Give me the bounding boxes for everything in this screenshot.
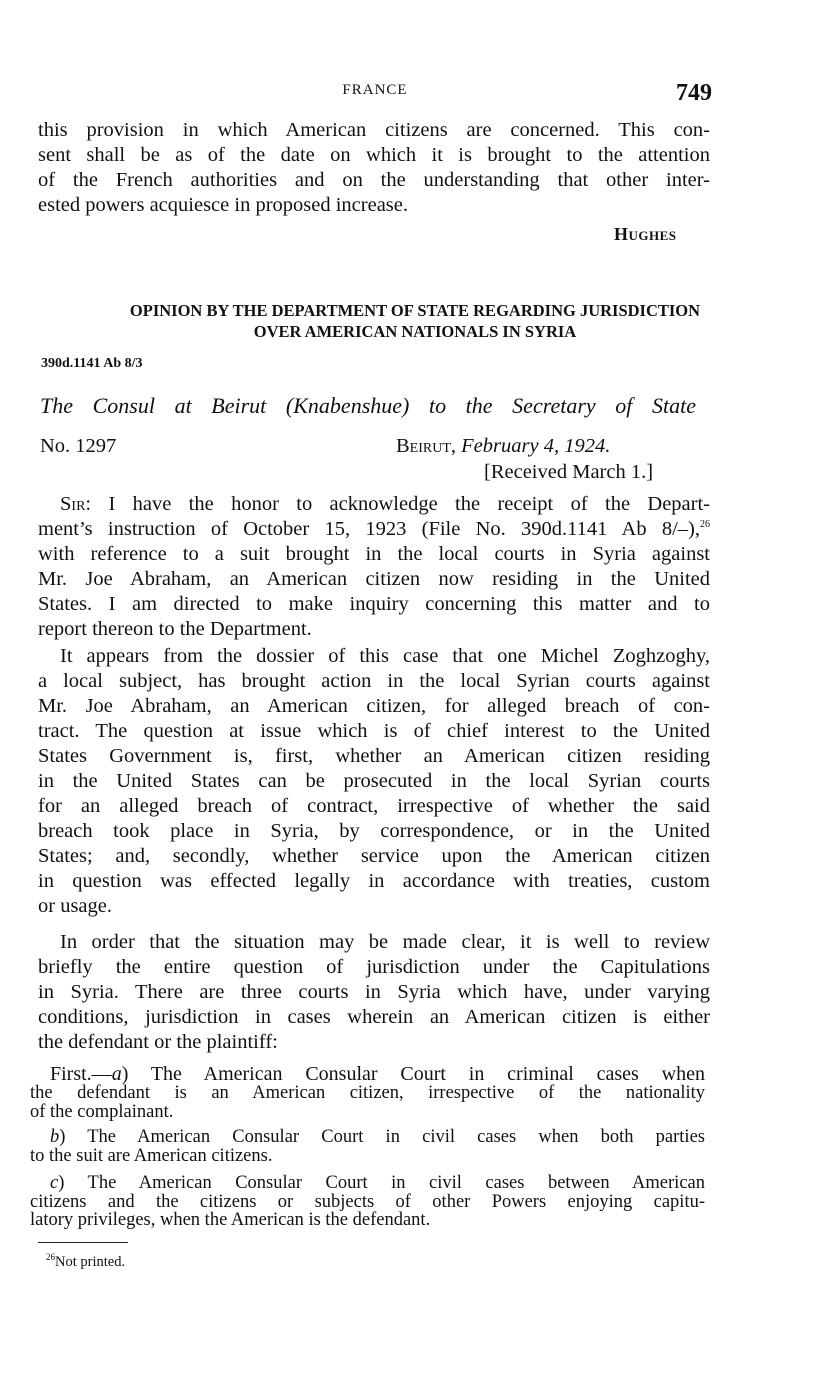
text-line: conditions, jurisdiction in cases wherein an American citizen is either bbox=[38, 1006, 710, 1028]
text-line: Sir: I have the honor to acknowledge the receipt of the Depart- bbox=[60, 493, 710, 515]
text-line: of the complainant. bbox=[30, 1101, 174, 1122]
text-line: a local subject, has brought action in the local Syrian courts against bbox=[38, 670, 710, 692]
consul-name: Knabenshue bbox=[293, 393, 403, 418]
paragraph-2 bbox=[38, 644, 710, 919]
signature: Hughes bbox=[614, 224, 677, 244]
heading-line: OPINION BY THE DEPARTMENT OF STATE REGARDING JURISDICTION bbox=[129, 301, 701, 320]
section-heading bbox=[30, 300, 800, 342]
text-line: In order that the situation may be made clear, it is well to review bbox=[60, 931, 710, 953]
text-line: to the suit are American citizens. bbox=[30, 1145, 273, 1166]
document-number: No. 1297 bbox=[40, 435, 117, 457]
text-line: report thereon to the Department. bbox=[38, 618, 312, 640]
footnote-divider bbox=[38, 1242, 128, 1243]
text-line: ment’s instruction of October 15, 1923 (File No. 390d.1141 Ab 8/–),$^{26}$ bbox=[38, 518, 710, 540]
text-line: breach took place in Syria, by correspondence, or in the United bbox=[38, 820, 710, 842]
text-line: in Syria. There are three courts in Syria which have, under varying bbox=[38, 981, 710, 1003]
list-item-a bbox=[30, 1064, 705, 1121]
dateline-place: Beirut bbox=[396, 435, 451, 457]
text-line: the defendant is an American citizen, irrespective of the nationality bbox=[30, 1083, 705, 1103]
text-line: c) The American Consular Court in civil cases between American bbox=[50, 1173, 705, 1193]
text-line: Mr. Joe Abraham, an American citizen, for alleged breach of con- bbox=[38, 695, 710, 717]
text-line: ested powers acquiesce in proposed increase. bbox=[38, 194, 408, 216]
text-line: latory privileges, when the American is the defendant. bbox=[30, 1210, 431, 1230]
text-line: sent shall be as of the date on which it is brought to the attention bbox=[38, 144, 710, 166]
received-date: [Received March 1.] bbox=[484, 461, 654, 483]
text-line: Mr. Joe Abraham, an American citizen now residing in the United bbox=[38, 568, 710, 590]
text-line: this provision in which American citizens are concerned. This con- bbox=[38, 119, 710, 141]
text-line: States; and, secondly, whether service upon the American citizen bbox=[38, 845, 710, 867]
salutation: Sir bbox=[60, 493, 86, 515]
text-line: tract. The question at issue which is of chief interest to the United bbox=[38, 720, 710, 742]
text-line: with reference to a suit brought in the local courts in Syria against bbox=[38, 543, 710, 565]
text-line: the defendant or the plaintiff: bbox=[38, 1031, 278, 1053]
text-line: of the French authorities and on the understanding that other inter- bbox=[38, 169, 710, 191]
paragraph-1 bbox=[38, 492, 710, 642]
running-head: FRANCE bbox=[342, 82, 408, 98]
dateline: Beirut, February 4, 1924. bbox=[396, 435, 611, 457]
text-line: in question was effected legally in accordance with treaties, custom bbox=[38, 870, 710, 892]
text-line: b) The American Consular Court in civil cases when both parties bbox=[50, 1127, 705, 1147]
text-line: States Government is, first, whether an American citizen residing bbox=[38, 745, 710, 767]
document-title: The Consul at Beirut (Knabenshue) to the Secretary of State bbox=[40, 393, 696, 418]
footnote-text: Not printed. bbox=[55, 1254, 126, 1270]
text-line: citizens and the citizens or subjects of other Powers enjoying capitu- bbox=[30, 1191, 705, 1212]
text-line: for an alleged breach of contract, irrespective of whether the said bbox=[38, 795, 710, 817]
file-number: 390d.1141 Ab 8/3 bbox=[41, 356, 143, 371]
text-line: It appears from the dossier of this case that one Michel Zoghzoghy, bbox=[60, 645, 710, 667]
list-item-b bbox=[30, 1128, 705, 1165]
footnote-ref: 26 bbox=[700, 519, 710, 530]
text-line: in the United States can be prosecuted in the local Syrian courts bbox=[38, 770, 710, 792]
footnote bbox=[46, 1254, 125, 1271]
previous-section-text bbox=[38, 118, 710, 218]
text-line: States. I am directed to make inquiry concerning this matter and to bbox=[38, 593, 710, 615]
list-item-c bbox=[30, 1174, 705, 1230]
paragraph-3 bbox=[38, 930, 710, 1055]
page-number: 749 bbox=[676, 80, 712, 106]
text-line: First.—a) The American Consular Court in criminal cases when bbox=[50, 1063, 705, 1085]
text-line: briefly the entire question of jurisdiction under the Capitulations bbox=[38, 956, 710, 978]
footnote-marker: 26 bbox=[46, 1252, 55, 1262]
heading-line: OVER AMERICAN NATIONALS IN SYRIA bbox=[253, 322, 577, 341]
dateline-date: February 4, 1924. bbox=[461, 435, 611, 457]
text-line: or usage. bbox=[38, 895, 113, 917]
